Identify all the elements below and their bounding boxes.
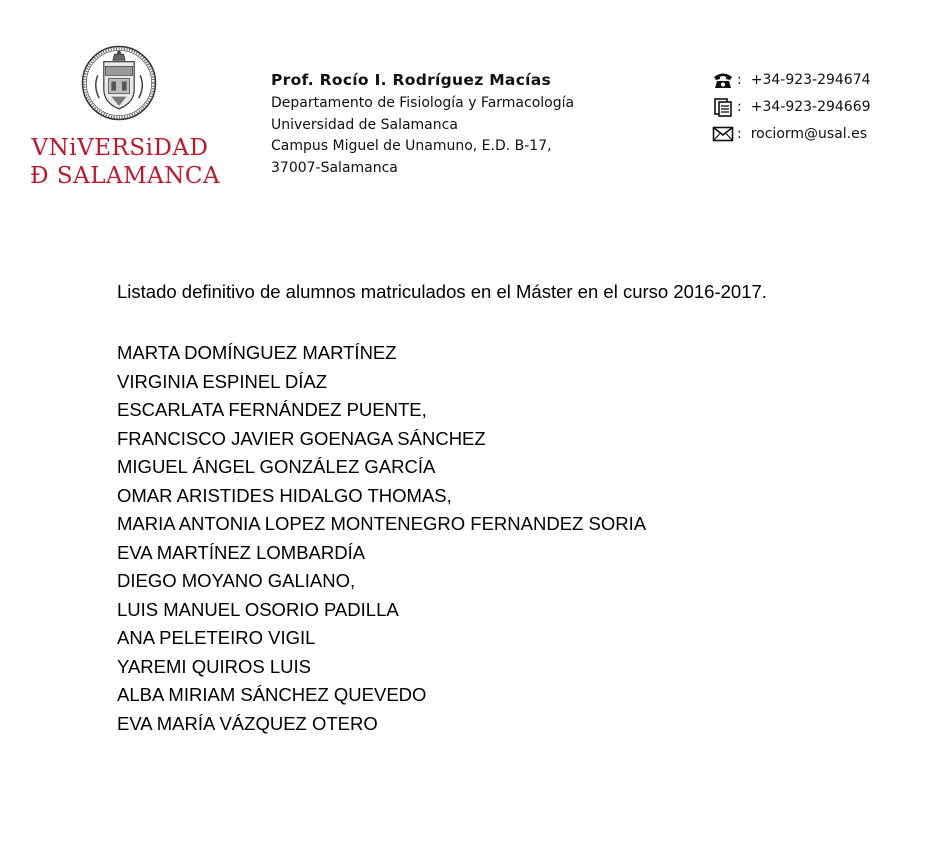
- contact-phone: [712, 66, 871, 93]
- sender-institution: Universidad de Salamanca: [271, 116, 458, 133]
- sender-department: Departamento de Fisiología y Farmacología: [271, 95, 575, 111]
- list-item: LUIS MANUEL OSORIO PADILLA: [117, 598, 399, 620]
- contact-fax-separator: :: [737, 98, 742, 115]
- telephone-icon: [712, 71, 734, 89]
- university-wordmark: [30, 134, 221, 190]
- list-item: ESCARLATA FERNÁNDEZ PUENTE,: [117, 399, 427, 420]
- list-item: ALBA MIRIAM SÁNCHEZ QUEVEDO: [117, 684, 427, 705]
- contact-fax: [712, 93, 871, 120]
- university-seal-icon: [81, 45, 157, 121]
- intro-text: Listado definitivo de alumnos matriculados en el Máster en el curso 2016-2017.: [117, 281, 767, 302]
- list-item: DIEGO MOYANO GALIANO,: [117, 570, 356, 591]
- list-item: MARTA DOMÍNGUEZ MARTÍNEZ: [117, 342, 397, 363]
- student-list: [117, 340, 646, 739]
- fax-icon: [712, 97, 734, 117]
- sender-block: [271, 67, 574, 179]
- list-item: OMAR ARISTIDES HIDALGO THOMAS,: [117, 484, 452, 506]
- envelope-icon: [712, 126, 734, 142]
- contact-email-separator: :: [737, 125, 742, 142]
- contact-email: [712, 120, 871, 147]
- sender-name: Prof. Rocío I. Rodríguez Macías: [271, 71, 552, 89]
- contact-email-value: rociorm@usal.es: [750, 125, 868, 142]
- list-item: YAREMI QUIROS LUIS: [117, 655, 311, 677]
- contact-block: [712, 66, 871, 147]
- list-item: MARIA ANTONIA LOPEZ MONTENEGRO FERNANDEZ SORIA: [117, 513, 647, 534]
- list-item: FRANCISCO JAVIER GOENAGA SÁNCHEZ: [117, 427, 486, 449]
- list-item: EVA MARTÍNEZ LOMBARDÍA: [117, 541, 366, 563]
- contact-fax-value: +34-923-294669: [750, 98, 871, 115]
- list-item: VIRGINIA ESPINEL DÍAZ: [117, 370, 328, 392]
- contact-phone-value: +34-923-294674: [750, 71, 871, 88]
- contact-phone-separator: :: [737, 71, 742, 88]
- wordmark-line-2: Ð SALAMANCA: [30, 163, 221, 189]
- list-item: EVA MARÍA VÁZQUEZ OTERO: [117, 712, 378, 734]
- list-item: ANA PELETEIRO VIGIL: [117, 627, 316, 648]
- university-logo: [30, 40, 221, 190]
- sender-address-line-1: Campus Miguel de Unamuno, E.D. B-17,: [271, 138, 552, 154]
- sender-address-line-2: 37007-Salamanca: [271, 159, 398, 176]
- wordmark-line-1: VNiVERSiDAD: [31, 135, 209, 161]
- list-item: MIGUEL ÁNGEL GONZÁLEZ GARCÍA: [117, 456, 436, 477]
